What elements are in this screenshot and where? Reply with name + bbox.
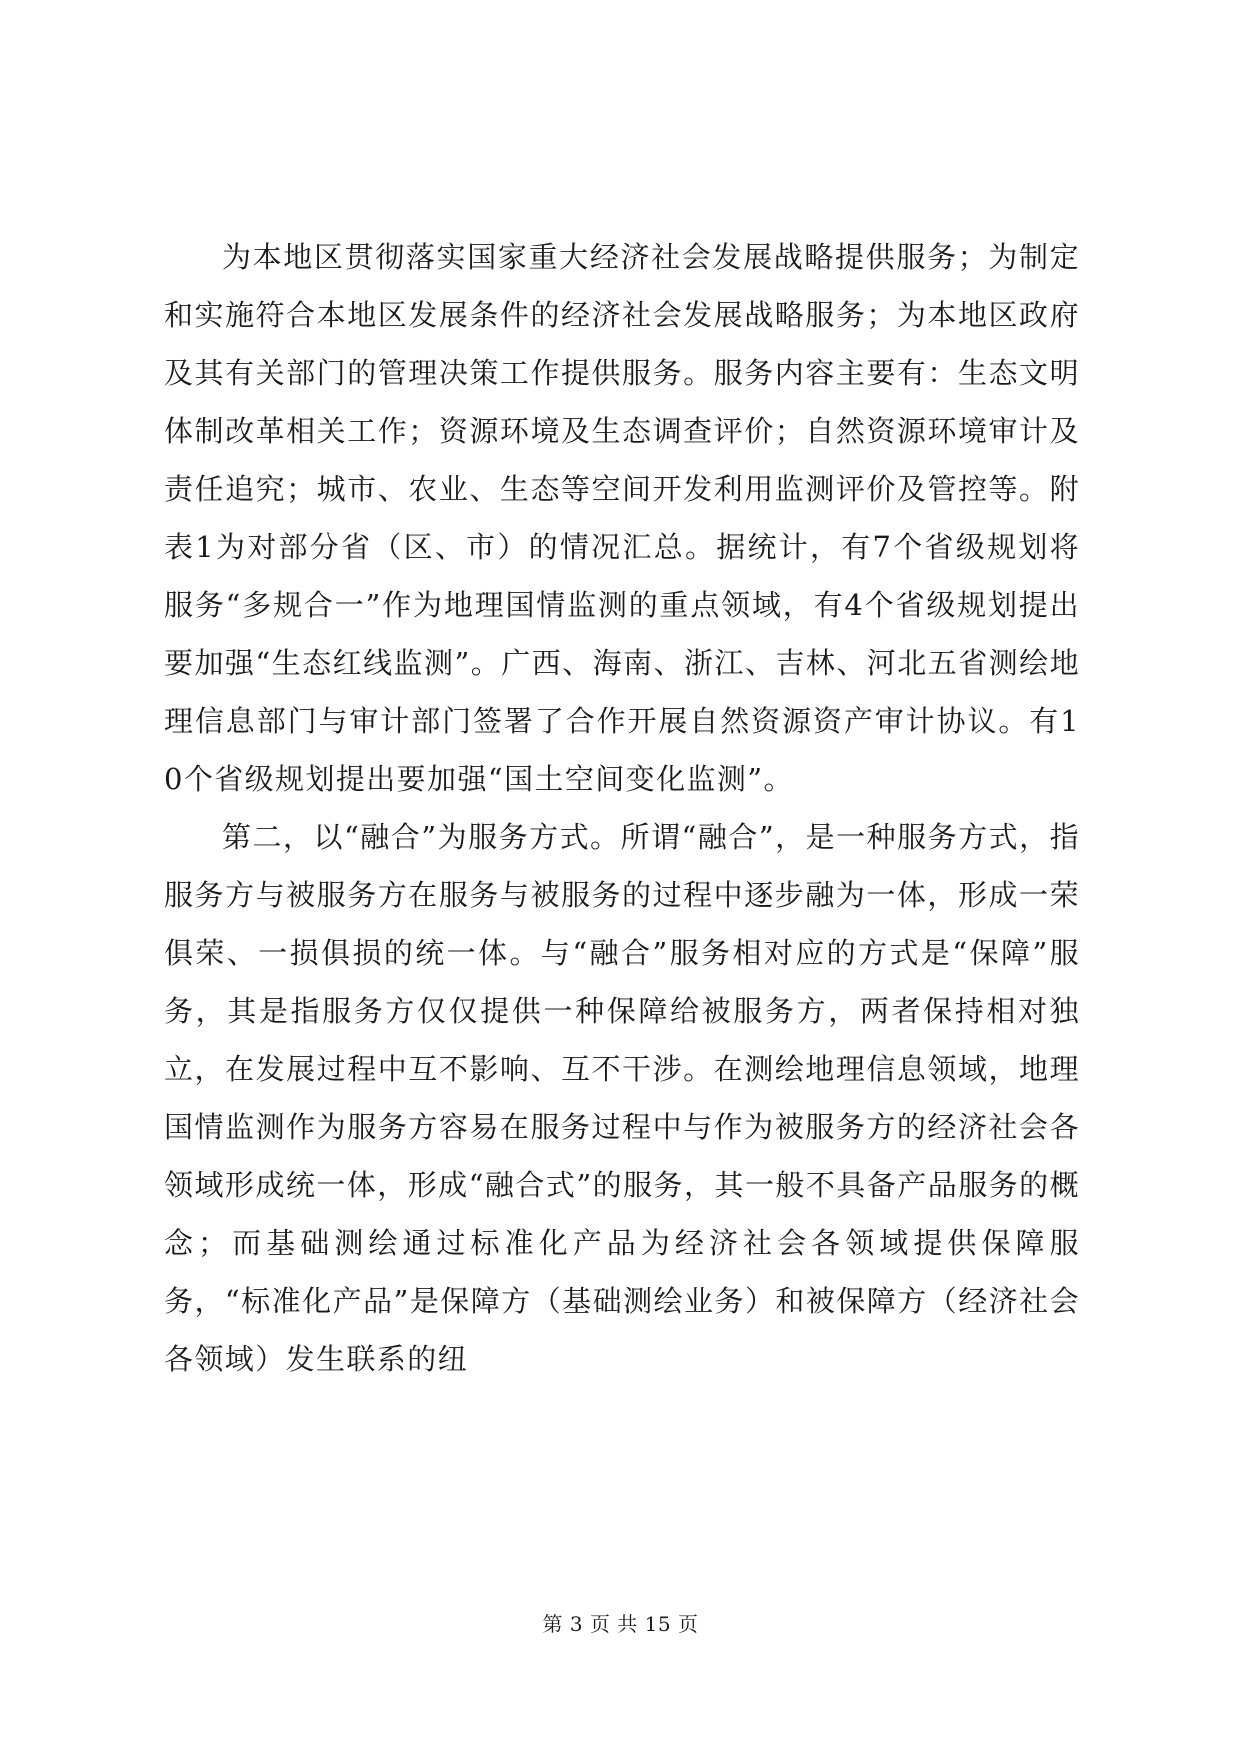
paragraph-2: 第二，以“融合”为服务方式。所谓“融合”，是一种服务方式，指服务方与被服务方在服务与被服务的过程中逐步融为一体，形成一荣俱荣、一损俱损的统一体。与“融合”服务相对应的方式是“保障”服务，其是指服务方仅仅提供一种保障给被服务方，两者保持相对独立，在发展过程中互不影响、互不干涉。在测绘地理信息领域，地理国情监测作为服务方容易在服务过程中与作为被服务方的经济社会各领域形成统一体，形成“融合式”的服务，其一般不具备产品服务的概念；而基础测绘通过标准化产品为经济社会各领域提供保障服务，“标准化产品”是保障方（基础测绘业务）和被保障方（经济社会各领域）发生联系的纽 <box>164 820 1080 1376</box>
page-number-footer: 第 3 页 共 15 页 <box>542 1612 699 1636</box>
document-body <box>164 228 1080 1388</box>
paragraph-1: 为本地区贯彻落实国家重大经济社会发展战略提供服务；为制定和实施符合本地区发展条件的经济社会发展战略服务；为本地区政府及其有关部门的管理决策工作提供服务。服务内容主要有：生态文明体制改革相关工作；资源环境及生态调查评价；自然资源环境审计及责任追究；城市、农业、生态等空间开发利用监测评价及管控等。附表1为对部分省（区、市）的情况汇总。据统计，有7个省级规划将服务“多规合一”作为地理国情监测的重点领域，有4个省级规划提出要加强“生态红线监测”。广西、海南、浙江、吉林、河北五省测绘地理信息部门与审计部门签署了合作开展自然资源资产审计协议。有10个省级规划提出要加强“国土空间变化监测”。 <box>164 240 1080 796</box>
